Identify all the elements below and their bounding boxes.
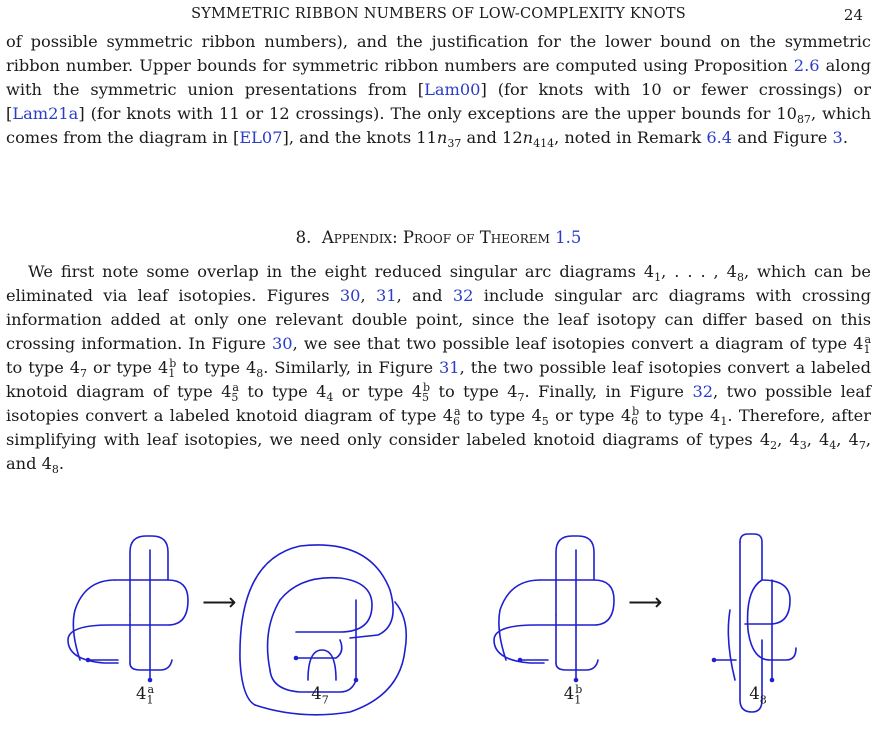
- knotoid-diagrams: [0, 520, 877, 738]
- label-4-1-a: $4_1^a$: [135, 682, 155, 707]
- diagram-4-1-b: [494, 536, 614, 682]
- label-4-7: $4_7$: [311, 684, 329, 707]
- figure-30-link[interactable]: 30: [339, 286, 361, 305]
- proposition-link[interactable]: 2.6: [793, 56, 820, 75]
- citation-lam21a[interactable]: Lam21a: [12, 104, 79, 123]
- running-title: SYMMETRIC RIBBON NUMBERS OF LOW-COMPLEXITY KNOTS: [191, 6, 686, 22]
- label-4-1-b: $4_1^b$: [563, 682, 583, 707]
- arrow-icon: ⟶: [202, 588, 237, 616]
- page-header: [0, 0, 877, 30]
- figure-3-link[interactable]: 3: [832, 128, 843, 147]
- diagram-4-1-a: [68, 536, 188, 682]
- paragraph-intro: of possible symmetric ribbon numbers), and the justification for the lower bound on the symmetric ribbon number. Upper bounds for symmetric ribbon numbers are computed using Proposition 2.6 along with the symmetric union presentations from [Lam00] (for knots with 10 or fewer crossings) or [Lam21a] (for knots with 11 or 12 crossings). The only exceptions are the upper bounds for $10_{87}$, which comes from the diagram in [EL07], and the knots $11n_{37}$ and $12n_{414}$, noted in Remark 6.4 and Figure 3.: [6, 32, 871, 151]
- remark-link[interactable]: 6.4: [706, 128, 733, 147]
- theorem-link[interactable]: 1.5: [555, 228, 582, 247]
- section-heading: 8. Appendix: Proof of Theorem 1.5: [295, 228, 582, 247]
- figure-31-link[interactable]: 31: [439, 358, 460, 377]
- figure-30-link[interactable]: 30: [272, 334, 293, 353]
- arrow-icon: ⟶: [628, 588, 663, 616]
- figure-31-link[interactable]: 31: [375, 286, 397, 305]
- page-number: 24: [843, 6, 863, 24]
- paragraph-appendix: We first note some overlap in the eight reduced singular arc diagrams $4_1$, . . . , $4_8$, which can be eliminated via leaf isotopies. Figures 30, 31, and 32 include singular arc diagrams with crossing information added at only one relevant double point, since the leaf isotopy can differ based on this crossing information. In Figure 30, we see that two possible leaf isotopies convert a diagram of type $4_1^a$ to type $4_7$ or type $4_1^b$ to type $4_8$. Similarly, in Figure 31, the two possible leaf isotopies convert a labeled knotoid diagram of type $4_5^a$ to type $4_4$ or type $4_5^b$ to type $4_7$. Finally, in Figure 32, two possible leaf isotopies convert a labeled knotoid diagram of type $4_6^a$ to type $4_5$ or type $4_6^b$ to type $4_1$. Therefore, after simplifying with leaf isotopies, we need only consider labeled knotoid diagrams of types $4_2$, $4_3$, $4_4$, $4_7$, and $4_8$.: [6, 262, 872, 477]
- citation-el07[interactable]: EL07: [239, 128, 283, 147]
- label-4-8: $4_8$: [749, 684, 767, 707]
- figure-32-link[interactable]: 32: [692, 382, 714, 401]
- citation-lam00[interactable]: Lam00: [424, 80, 481, 99]
- figure-32-link[interactable]: 32: [452, 286, 474, 305]
- figure-leaf-isotopies: [0, 520, 877, 738]
